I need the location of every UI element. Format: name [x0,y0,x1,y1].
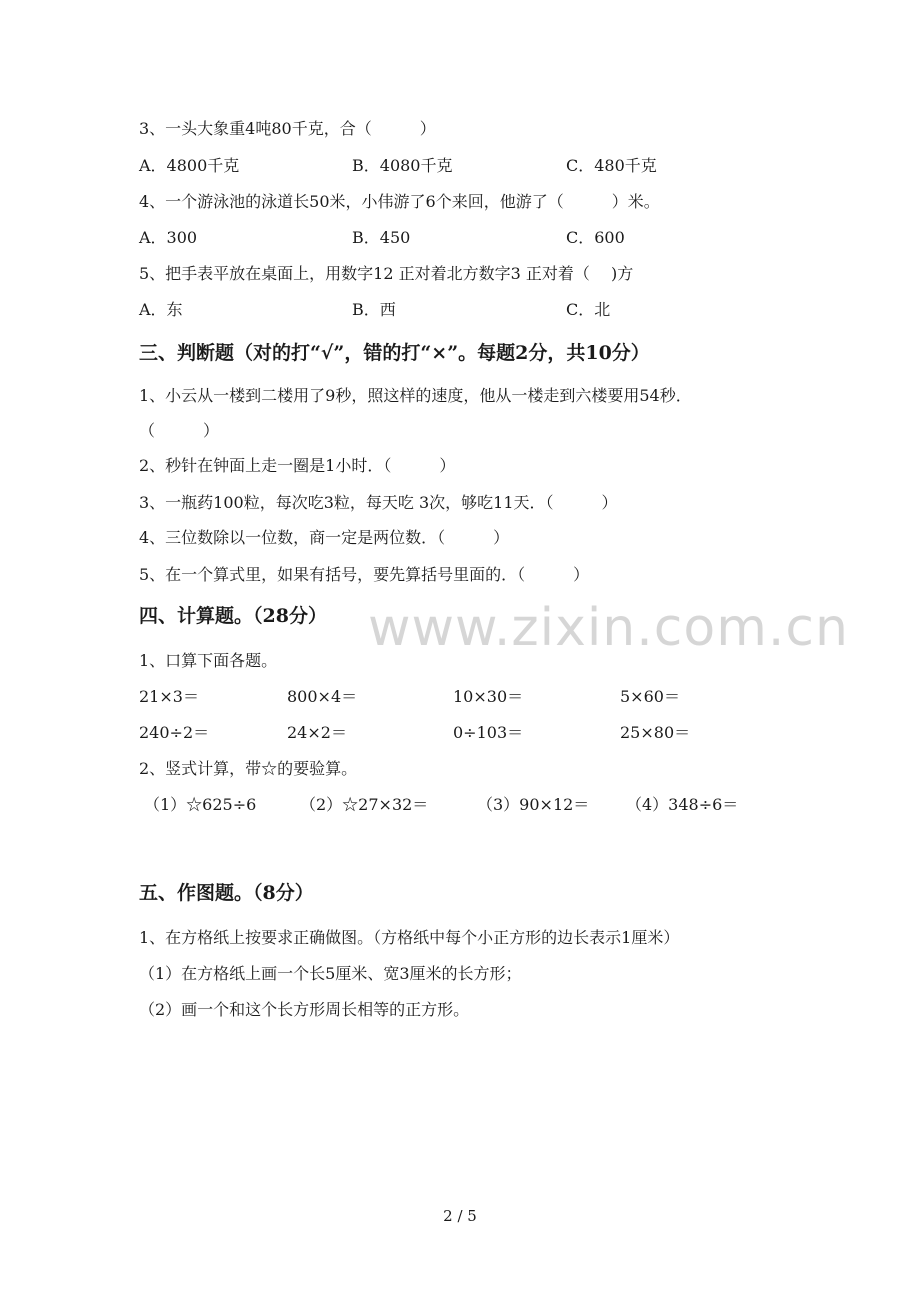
question-4-option-a: A．300 [139,228,198,247]
drawing-item-1: 1、在方格纸上按要求正确做图。（方格纸中每个小正方形的边长表示1厘米） [139,928,680,947]
question-5-stem: 5、把手表平放在桌面上，用数字12 正对着北方数字3 正对着（ )方 [139,264,634,283]
judgement-item-1-blank: （ ） [139,421,220,440]
oral-calc-3: 10×30＝ [453,687,524,706]
calc-subtitle-1: 1、口算下面各题。 [139,651,278,670]
section-3-title: 三、判断题（对的打“√”，错的打“×”。每题2分，共10分） [139,342,650,364]
drawing-item-1-part-2: （2）画一个和这个长方形周长相等的正方形。 [139,1000,470,1019]
question-3-stem: 3、一头大象重4吨80千克，合（ ） [139,119,436,138]
oral-calc-2: 800×4＝ [287,687,358,706]
vertical-calc-3: （3）90×12＝ [477,795,590,814]
question-3-option-c: C．480千克 [566,156,657,175]
oral-calc-4: 5×60＝ [620,687,680,706]
vertical-calc-1: （1）☆625÷6 [144,795,257,814]
question-4-stem: 4、一个游泳池的泳道长50米，小伟游了6个来回，他游了（ ）米。 [139,192,660,211]
judgement-item-5: 5、在一个算式里，如果有括号，要先算括号里面的．（ ） [139,565,590,584]
section-5-title: 五、作图题。（8分） [139,882,314,904]
page-number: 2 / 5 [443,1207,477,1225]
question-4-option-b: B．450 [352,228,411,247]
question-3-option-b: B．4080千克 [352,156,453,175]
oral-calc-1: 21×3＝ [139,687,199,706]
calc-subtitle-2: 2、竖式计算，带☆的要验算。 [139,759,358,778]
question-3-option-a: A．4800千克 [139,156,240,175]
section-4-title: 四、计算题。（28分） [139,605,327,627]
oral-calc-8: 25×80＝ [620,723,691,742]
oral-calc-5: 240÷2＝ [139,723,210,742]
vertical-calc-4: （4）348÷6＝ [626,795,739,814]
oral-calc-7: 0÷103＝ [453,723,524,742]
oral-calc-6: 24×2＝ [287,723,347,742]
vertical-calc-2: （2）☆27×32＝ [300,795,429,814]
judgement-item-4: 4、三位数除以一位数，商一定是两位数．（ ） [139,528,510,547]
watermark: www.zixin.com.cn [368,598,849,658]
question-4-option-c: C．600 [566,228,625,247]
question-5-option-c: C．北 [566,300,611,319]
judgement-item-3: 3、一瓶药100粒，每次吃3粒，每天吃 3次，够吃11天．（ ） [139,493,618,512]
question-5-option-a: A．东 [139,300,183,319]
drawing-item-1-part-1: （1）在方格纸上画一个长5厘米、宽3厘米的长方形； [139,964,522,983]
judgement-item-1: 1、小云从一楼到二楼用了9秒，照这样的速度，他从一楼走到六楼要用54秒． [139,386,692,405]
question-5-option-b: B．西 [352,300,396,319]
judgement-item-2: 2、秒针在钟面上走一圈是1小时．（ ） [139,456,456,475]
